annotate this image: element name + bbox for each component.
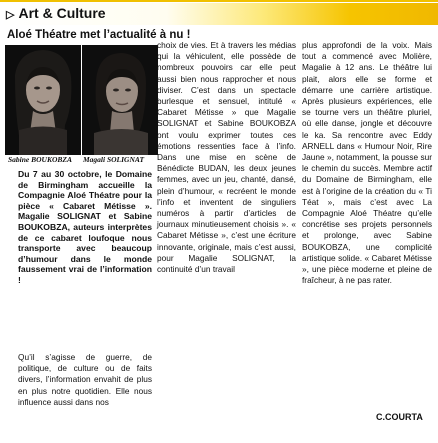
photo-caption: Magali SOLIGNAT — [83, 155, 145, 164]
banner-top-rule — [0, 0, 438, 2]
article-author: C.COURTA — [376, 412, 423, 422]
photo-sabine-boukobza — [5, 45, 81, 155]
section-banner — [0, 0, 438, 26]
section-label: Art & Culture — [18, 5, 106, 21]
article-column-1 — [18, 352, 152, 408]
article-column-2 — [157, 40, 296, 275]
article-lead — [18, 169, 152, 286]
body-paragraph: choix de vies. Et à travers les médias qui la véhiculent, elle possède de nombreux pouvoirs car elle peut aussi bien nous rapprocher et nous diviser. C’est dans un spectacle burlesque et sensuel, intitulé « Cabaret Métisse » que Magalie SOLIGNAT et Sabine BOUKOBZA ont voulu exprimer toutes ces émotions ressenties face à l’info. Dans une mise en scène de Bénédicte BUDAN, les deux jeunes femmes, avec un jeu, chanté, dansé, plein d’humour, « recréent le monde l’info et inventent de singuliers numéros à partir d’articles de journaux minutieusement choisis ». « Cabaret Métisse », c’est une écriture innovante, originale, mais c’est aussi, pour Magalie SOLIGNAT, la continuité d’un travail — [157, 40, 296, 275]
photo-caption: Sabine BOUKOBZA — [8, 155, 72, 164]
body-paragraph: plus approfondi de la voix. Mais tout a commencé avec Molière, Magalie à 12 ans. Le théâtre lui plait, alors elle se forme et démarre une carrière artistique. Après plusieurs expériences, elle se tourne vers un théâtre pluriel, où elle danse, jongle et découvre le ka. Sa rencontre avec Eddy ARNELL dans « Humour Noir, Rire Jaune », notamment, la pousse sur le chemin du succès. Membre actif du Domaine de Birmingham, elle est à l’origine de la création du « Ti Téat », mais c’est avec La Compagnie Aloé Théatre qu’elle concrétise ses projets personnels et prolonge, avec Sabine BOUKOBZA, une complicité artistique solide. « Cabaret Métisse », une pièce moderne et pleine de fraîcheur, à ne pas rater. — [302, 40, 432, 286]
lead-paragraph: Du 7 au 30 octobre, le Domaine de Birmingham accueille la Compagnie Aloé Théatre pour la pièce « Cabaret Métisse ». Magalie SOLIGNAT et Sabine BOUKOBZA, auteurs interprètes de ce cabaret loufoque nous transporte avec beaucoup d’humour dans le monde faussement vrai de l’information ! — [18, 169, 152, 285]
photo-magali-solignat — [82, 45, 158, 155]
body-paragraph: Qu’il s’agisse de guerre, de politique, de culture ou de faits divers, l’information envahit de plus en plus notre quotidien. Elle nous influence aussi dans nos — [18, 352, 152, 407]
article-headline: Aloé Théatre met l’actualité à nu ! — [7, 29, 191, 41]
article-column-3 — [302, 40, 432, 286]
section-title — [6, 5, 106, 21]
triangle-right-icon: ▷ — [6, 9, 15, 21]
